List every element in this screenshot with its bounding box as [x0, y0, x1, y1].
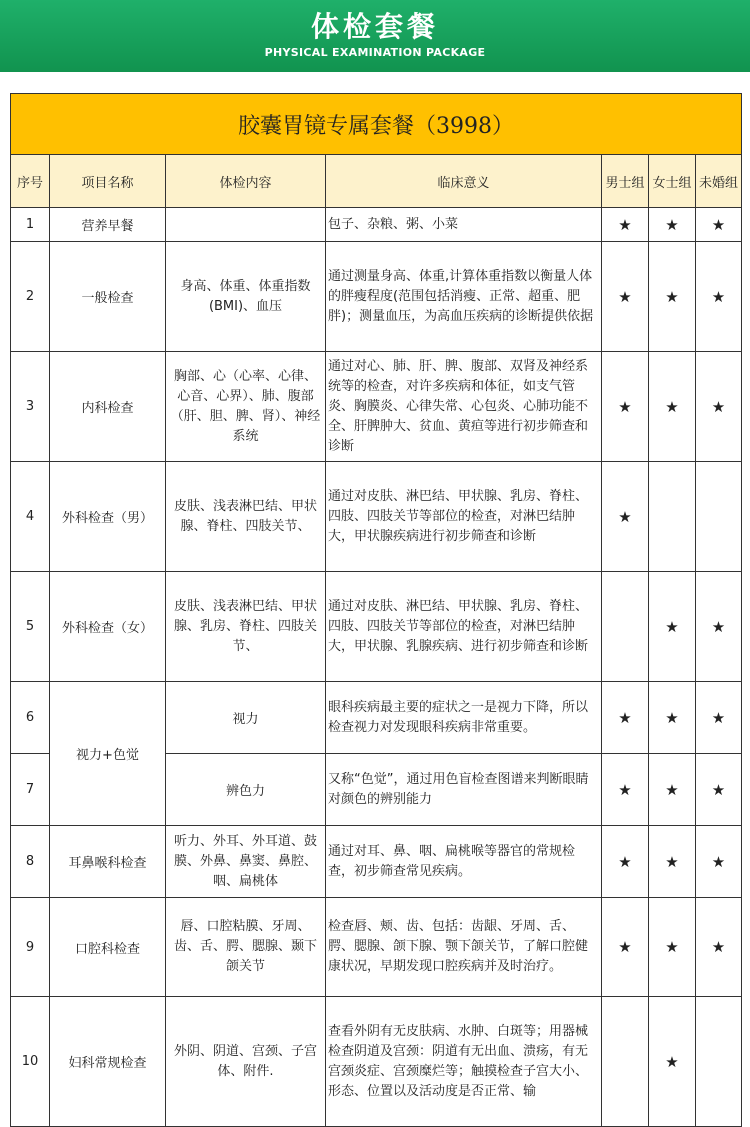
row-number: 9	[11, 898, 50, 997]
table-header-row	[11, 155, 742, 208]
exam-content: 胸部、心（心率、心律、心音、心界）、肺、腹部（肝、胆、脾、肾）、神经系统	[166, 352, 326, 462]
star-icon: ★	[696, 682, 742, 754]
star-icon: ★	[649, 242, 696, 352]
exam-content: 皮肤、浅表淋巴结、甲状腺、脊柱、四肢关节、	[166, 462, 326, 572]
table-row	[11, 826, 742, 898]
item-name: 口腔科检查	[50, 898, 166, 997]
header-female: 女士组	[649, 155, 696, 208]
star-icon: ★	[696, 208, 742, 242]
row-number: 10	[11, 997, 50, 1127]
row-number: 3	[11, 352, 50, 462]
row-number: 5	[11, 572, 50, 682]
star-icon: ★	[649, 572, 696, 682]
star-icon: ★	[602, 754, 649, 826]
table-row	[11, 997, 742, 1127]
table-row	[11, 572, 742, 682]
package-caption: 胶囊胃镜专属套餐（3998）	[11, 94, 742, 155]
group-single-mark	[696, 462, 742, 572]
row-number: 6	[11, 682, 50, 754]
row-number: 1	[11, 208, 50, 242]
clinical-meaning: 又称“色觉”，通过用色盲检查图谱来判断眼睛对颜色的辨别能力	[326, 754, 602, 826]
star-icon: ★	[602, 208, 649, 242]
header-meaning: 临床意义	[326, 155, 602, 208]
star-icon: ★	[602, 242, 649, 352]
clinical-meaning: 检查唇、颊、齿、包括：齿龈、牙周、舌、腭、腮腺、颌下腺、颚下颌关节，了解口腔健康状况，早期发现口腔疾病并及时治疗。	[326, 898, 602, 997]
item-name: 外科检查（女）	[50, 572, 166, 682]
item-name: 营养早餐	[50, 208, 166, 242]
exam-content: 辨色力	[166, 754, 326, 826]
table-row	[11, 898, 742, 997]
clinical-meaning: 通过对耳、鼻、咽、扁桃喉等器官的常规检查，初步筛查常见疾病。	[326, 826, 602, 898]
clinical-meaning: 通过对心、肺、肝、脾、腹部、双肾及神经系统等的检查，对许多疾病和体征，如支气管炎、胸膜炎、心律失常、心包炎、心肺功能不全、肝脾肿大、贫血、黄疸等进行初步筛查和诊断	[326, 352, 602, 462]
group-male-mark	[602, 997, 649, 1127]
header-content: 体检内容	[166, 155, 326, 208]
group-female-mark	[649, 462, 696, 572]
header-no: 序号	[11, 155, 50, 208]
row-number: 4	[11, 462, 50, 572]
item-name: 耳鼻喉科检查	[50, 826, 166, 898]
star-icon: ★	[696, 826, 742, 898]
star-icon: ★	[602, 898, 649, 997]
exam-content: 身高、体重、体重指数(BMI)、血压	[166, 242, 326, 352]
clinical-meaning: 通过对皮肤、淋巴结、甲状腺、乳房、脊柱、四肢、四肢关节等部位的检查，对淋巴结肿大，甲状腺、乳腺疾病、进行初步筛查和诊断	[326, 572, 602, 682]
star-icon: ★	[649, 826, 696, 898]
exam-content	[166, 208, 326, 242]
exam-content: 视力	[166, 682, 326, 754]
star-icon: ★	[649, 898, 696, 997]
package-table	[10, 93, 742, 1127]
clinical-meaning: 眼科疾病最主要的症状之一是视力下降，所以检查视力对发现眼科疾病非常重要。	[326, 682, 602, 754]
item-name: 妇科常规检查	[50, 997, 166, 1127]
exam-content: 皮肤、浅表淋巴结、甲状腺、乳房、脊柱、四肢关节、	[166, 572, 326, 682]
table-row	[11, 682, 742, 754]
exam-content: 听力、外耳、外耳道、鼓膜、外鼻、鼻窦、鼻腔、咽、扁桃体	[166, 826, 326, 898]
package-table-container	[10, 93, 741, 1099]
star-icon: ★	[649, 208, 696, 242]
star-icon: ★	[602, 462, 649, 572]
star-icon: ★	[602, 682, 649, 754]
page-subtitle: PHYSICAL EXAMINATION PACKAGE	[264, 46, 486, 59]
item-name: 外科检查（男）	[50, 462, 166, 572]
table-row	[11, 462, 742, 572]
row-number: 2	[11, 242, 50, 352]
item-name: 内科检查	[50, 352, 166, 462]
star-icon: ★	[696, 242, 742, 352]
table-row	[11, 242, 742, 352]
page-title: 体检套餐	[310, 10, 439, 43]
clinical-meaning: 通过测量身高、体重,计算体重指数以衡量人体的胖瘦程度(范围包括消瘦、正常、超重、肥胖)；测量血压，为高血压疾病的诊断提供依据	[326, 242, 602, 352]
clinical-meaning: 查看外阴有无皮肤病、水肿、白斑等；用器械检查阴道及宫颈：阴道有无出血、溃疡，有无宫颈炎症、宫颈糜烂等；触摸检查子宫大小、形态、位置以及活动度是否正常、输	[326, 997, 602, 1127]
header-single: 未婚组	[696, 155, 742, 208]
star-icon: ★	[649, 997, 696, 1127]
exam-content: 唇、口腔粘膜、牙周、齿、舌、腭、腮腺、颞下颌关节	[166, 898, 326, 997]
row-number: 7	[11, 754, 50, 826]
star-icon: ★	[696, 898, 742, 997]
item-name: 一般检查	[50, 242, 166, 352]
star-icon: ★	[602, 826, 649, 898]
star-icon: ★	[696, 754, 742, 826]
group-male-mark	[602, 572, 649, 682]
table-row	[11, 208, 742, 242]
star-icon: ★	[649, 754, 696, 826]
header-male: 男士组	[602, 155, 649, 208]
clinical-meaning: 包子、杂粮、粥、小菜	[326, 208, 602, 242]
exam-content: 外阴、阴道、宫颈、子宫体、附件.	[166, 997, 326, 1127]
row-number: 8	[11, 826, 50, 898]
item-name: 视力+色觉	[50, 682, 166, 826]
clinical-meaning: 通过对皮肤、淋巴结、甲状腺、乳房、脊柱、四肢、四肢关节等部位的检查，对淋巴结肿大，甲状腺疾病进行初步筛查和诊断	[326, 462, 602, 572]
star-icon: ★	[649, 682, 696, 754]
group-single-mark	[696, 997, 742, 1127]
star-icon: ★	[602, 352, 649, 462]
header-banner	[0, 0, 750, 72]
star-icon: ★	[696, 352, 742, 462]
header-name: 项目名称	[50, 155, 166, 208]
table-row	[11, 352, 742, 462]
star-icon: ★	[649, 352, 696, 462]
star-icon: ★	[696, 572, 742, 682]
